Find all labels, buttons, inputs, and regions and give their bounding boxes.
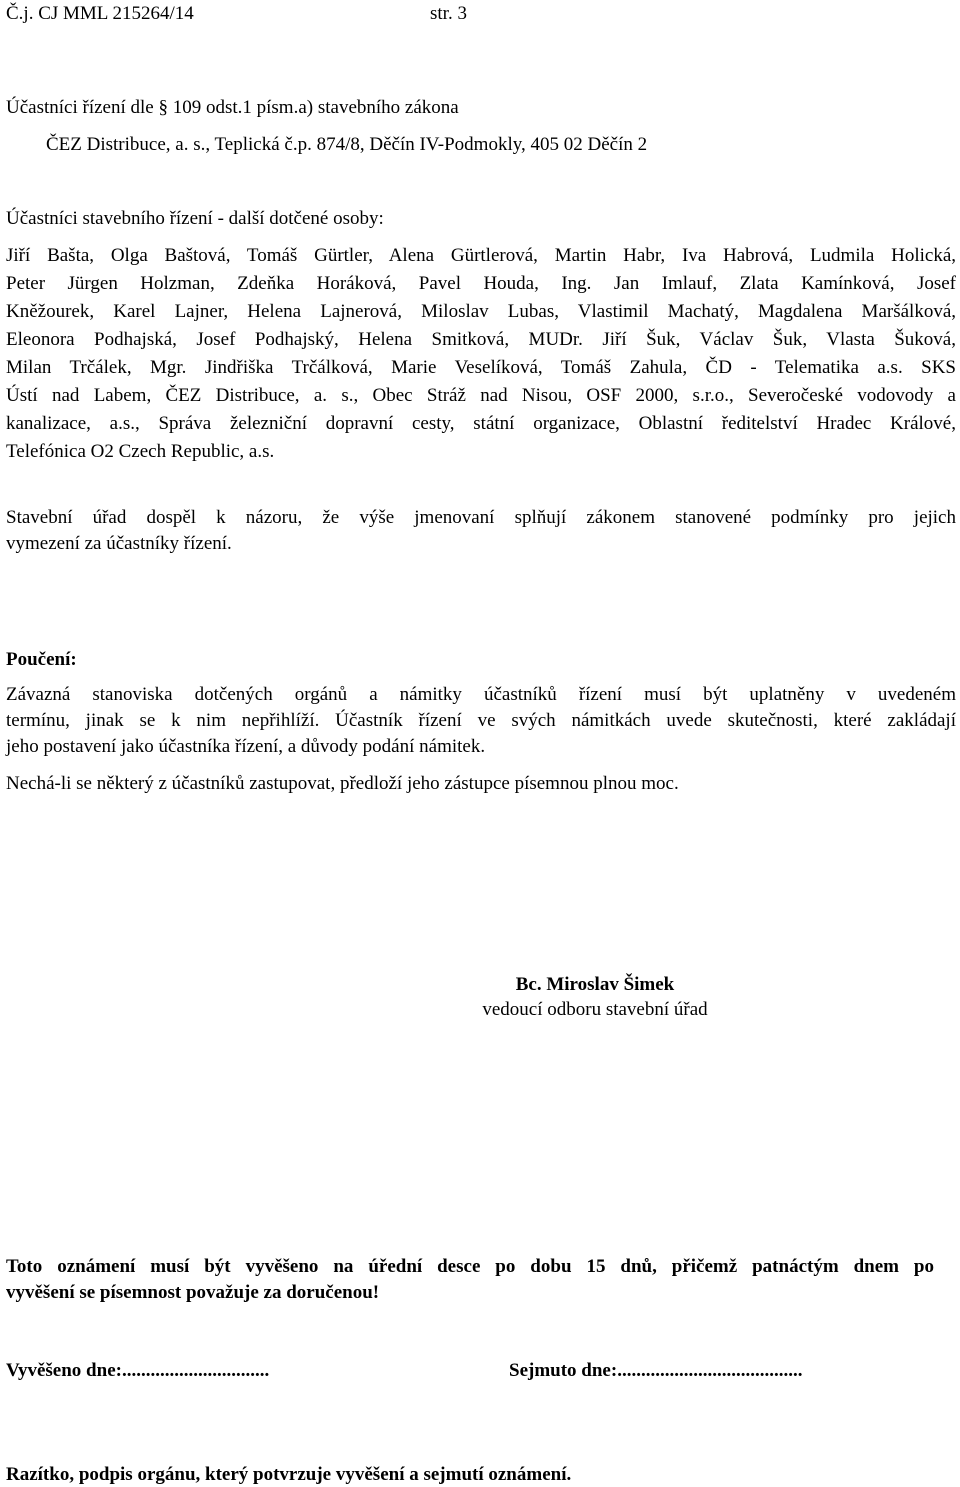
signatory-title: vedoucí odboru stavební úřad	[482, 999, 708, 1020]
notice-line: Závazná stanoviska dotčených orgánů a námitky účastníků řízení musí být uplatněny v uvedeném	[6, 684, 956, 705]
participants-line: Milan Trčálek, Mgr. Jindřiška Trčálková, Marie Veselíková, Tomáš Zahula, ČD - Telematika a.s. SKS	[6, 357, 956, 378]
participants-109-heading: Účastníci řízení dle § 109 odst.1 písm.a) stavebního zákona	[6, 97, 459, 118]
participants-line: Kněžourek, Karel Lajner, Helena Lajnerová, Miloslav Lubas, Vlastimil Machatý, Magdalena Maršálková,	[6, 301, 956, 322]
participants-line: kanalizace, a.s., Správa železniční dopravní cesty, státní organizace, Oblastní ředitelství Hradec Králové,	[6, 413, 956, 434]
notice-paragraph-2: Nechá-li se některý z účastníků zastupovat, předloží jeho zástupce písemnou plnou moc.	[6, 773, 679, 794]
participant-cez-entry: ČEZ Distribuce, a. s., Teplická č.p. 874/8, Děčín IV-Podmokly, 405 02 Děčín 2	[46, 134, 648, 155]
notice-heading: Poučení:	[6, 649, 77, 670]
opinion-line: vymezení za účastníky řízení.	[6, 533, 232, 554]
posting-statement-line: Toto oznámení musí být vyvěšeno na úřední desce po dobu 15 dnů, přičemž patnáctým dnem po	[6, 1256, 934, 1277]
notice-line: termínu, jinak se k nim nepřihlíží. Účastník řízení ve svých námitkách uvede skutečnosti, které zakládají	[6, 710, 956, 731]
participants-line: Peter Jürgen Holzman, Zdeňka Horáková, Pavel Houda, Ing. Jan Imlauf, Zlata Kamínková, Josef	[6, 273, 956, 294]
participants-other-heading: Účastníci stavebního řízení - další dotčené osoby:	[6, 208, 384, 229]
notice-line: jeho postavení jako účastníka řízení, a důvody podání námitek.	[6, 736, 486, 757]
signatory-name: Bc. Miroslav Šimek	[515, 974, 675, 995]
reference-number: Č.j. CJ MML 215264/14	[6, 3, 194, 24]
opinion-line: Stavební úřad dospěl k názoru, že výše jmenovaní splňují zákonem stanovené podmínky pro jejich	[6, 507, 956, 528]
participants-line: Telefónica O2 Czech Republic, a.s.	[6, 441, 275, 462]
page-number: str. 3	[430, 3, 467, 24]
removed-date-field: Sejmuto dne:.......................................	[509, 1360, 803, 1381]
stamp-signature-label: Razítko, podpis orgánu, který potvrzuje vyvěšení a sejmutí oznámení.	[6, 1464, 572, 1485]
participants-line: Eleonora Podhajská, Josef Podhajský, Helena Smitková, MUDr. Jiří Šuk, Václav Šuk, Vlasta Šuková,	[6, 329, 956, 350]
participants-line: Jiří Bašta, Olga Baštová, Tomáš Gürtler, Alena Gürtlerová, Martin Habr, Iva Habrová, Ludmila Holická,	[6, 245, 956, 266]
posted-date-field: Vyvěšeno dne:...............................	[6, 1360, 270, 1381]
participants-line: Ústí nad Labem, ČEZ Distribuce, a. s., Obec Stráž nad Nisou, OSF 2000, s.r.o., Severočeské vodovody a	[6, 385, 956, 406]
posting-statement-line: vyvěšení se písemnost považuje za doručenou!	[6, 1282, 380, 1303]
